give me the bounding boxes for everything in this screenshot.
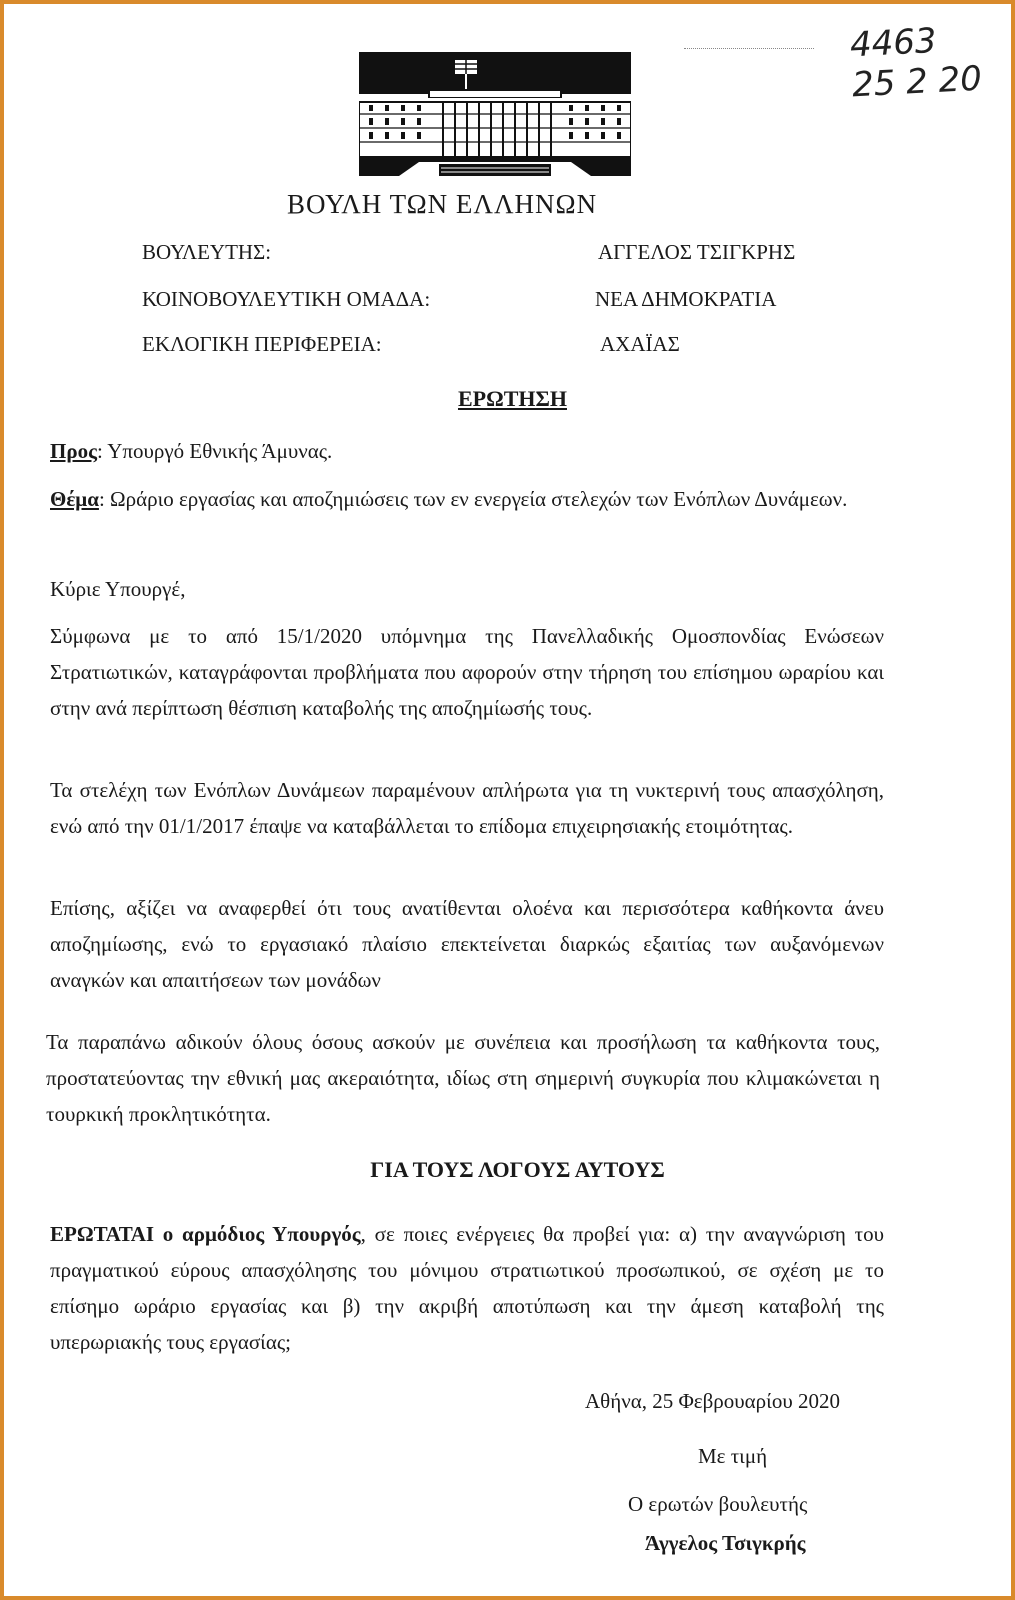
- asked-bold: ΕΡΩΤΑΤΑΙ ο αρμόδιος Υπουργός: [50, 1222, 361, 1246]
- to-label: Προς: [50, 439, 97, 463]
- stamp-mark: [684, 48, 814, 59]
- to-text: : Υπουργό Εθνικής Άμυνας.: [96, 439, 333, 463]
- paragraph-2: Τα στελέχη των Ενόπλων Δυνάμεων παραμένουν απλήρωτα για τη νυκτερινή τους απασχόληση, ενώ από την 01/1/2017 έπαψε να καταβάλλεται το επίδομα επιχειρησιακής ετοιμότητας.: [50, 778, 884, 838]
- mp-value: ΑΓΓΕΛΟΣ ΤΣΙΓΚΡΗΣ: [598, 240, 796, 264]
- parliament-title: ΒΟΥΛΗ ΤΩΝ ΕΛΛΗΝΩΝ: [287, 189, 598, 219]
- group-label: ΚΟΙΝΟΒΟΥΛΕΥΤΙΚΗ ΟΜΑΔΑ:: [142, 287, 431, 311]
- paragraph-3: Επίσης, αξίζει να αναφερθεί ότι τους ανατίθενται ολοένα και περισσότερα καθήκοντα άνευ αποζημίωσης, ενώ το εργασιακό πλαίσιο επεκτείνεται διαρκώς εξαιτίας των αυξανόμενων αναγκών και απαιτήσεων των μονάδων: [50, 896, 884, 992]
- handwritten-date: 25 2 20: [851, 58, 984, 106]
- subject-label: Θέμα: [50, 487, 99, 511]
- subject-paragraph: [50, 482, 884, 516]
- paragraph-1: Σύμφωνα με το από 15/1/2020 υπόμνημα της Πανελλαδικής Ομοσπονδίας Ενώσεων Στρατιωτικών, καταγράφονται προβλήματα που αφορούν στην τήρηση του επίσημου ωραρίου και στην ανά περίπτωση θέσπιση καταβολής της αποζημίωσής τους.: [50, 624, 884, 720]
- subject-text: : Ωράριο εργασίας και αποζημιώσεις των εν ενεργεία στελεχών των Ενόπλων Δυνάμεων.: [98, 487, 848, 511]
- handwritten-number: 4463: [849, 20, 938, 66]
- mp-label: ΒΟΥΛΕΥΤΗΣ:: [142, 240, 272, 264]
- district-value: ΑΧΑΪΑΣ: [600, 332, 680, 356]
- paragraph-4: Τα παραπάνω αδικούν όλους όσους ασκούν με συνέπεια και προσήλωση τα καθήκοντα τους, προστατεύοντας την εθνική μας ακεραιότητα, ιδίως στη σημερινή συγκυρία που κλιμακώνεται η τουρκική προκλητικότητα.: [46, 1030, 880, 1126]
- salutation: Κύριε Υπουργέ,: [50, 577, 186, 601]
- parliament-building-logo: [359, 52, 631, 180]
- asked-text: , σε ποιες ενέργειες θα προβεί για: α) την αναγνώριση του πραγματικού εύρους απασχόλησης του μόνιμου στρατιωτικού προσωπικού, σε σχέση με το επίσημο ωράριο εργασίας και β) την ακριβή αποτύπωση και την άμεση καταβολή της υπερωριακής τους εργασίας;: [50, 1222, 884, 1354]
- district-label: ΕΚΛΟΓΙΚΗ ΠΕΡΙΦΕΡΕΙΑ:: [142, 332, 382, 356]
- place-date: Αθήνα, 25 Φεβρουαρίου 2020: [585, 1389, 840, 1413]
- signatory-name: Άγγελος Τσιγκρής: [645, 1531, 806, 1555]
- regards: Με τιμή: [698, 1444, 768, 1468]
- group-value: ΝΕΑ ΔΗΜΟΚΡΑΤΙΑ: [595, 287, 777, 311]
- reasons-heading: ΓΙΑ ΤΟΥΣ ΛΟΓΟΥΣ ΑΥΤΟΥΣ: [370, 1157, 665, 1182]
- addressee-line: [50, 439, 332, 464]
- question-heading: ΕΡΩΤΗΣΗ: [457, 386, 567, 411]
- handwritten-note: [849, 19, 983, 106]
- asked-paragraph: [50, 1216, 884, 1360]
- signatory-role: Ο ερωτών βουλευτής: [628, 1492, 808, 1516]
